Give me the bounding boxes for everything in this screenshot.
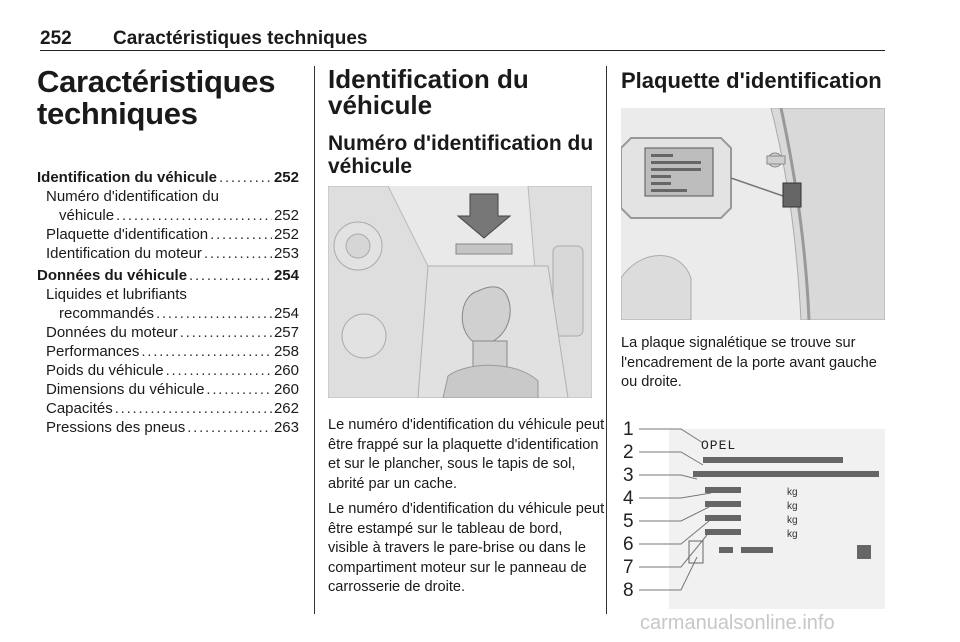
subsection-heading (328, 132, 606, 178)
vin-paragraph-1: Le numéro d'identification du véhicule peut être frappé sur la plaquette d'identification et sur le plancher, sous le tapis de sol, abrité par un cache. (328, 417, 605, 492)
unit-kg-1: kg (787, 486, 798, 498)
toc-entry-label: Plaquette d'identification (46, 226, 209, 243)
toc-entry-liquides-line1[interactable]: Liquides et lubrifiants (46, 286, 187, 303)
plate-brand-text: OPEL (701, 437, 737, 453)
callout-4: 4 (623, 487, 634, 509)
toc-entry-pressions[interactable] (37, 418, 299, 437)
gear-shifter-illustration (328, 186, 592, 398)
toc-entry-label: Capacités (46, 400, 113, 417)
column-divider (606, 66, 607, 614)
toc-entry-label: Performances (46, 343, 140, 360)
toc-entry-label: Pressions des pneus (46, 419, 186, 436)
toc-entry-page: 252 (273, 226, 299, 243)
callout-1: 1 (623, 418, 634, 440)
vin-paragraph-2: Le numéro d'identification du véhicule peut être estampé sur le tableau de bord, visible à travers le pare-brise ou dans le compartiment moteur sur le panneau de carrosserie de droite. (328, 501, 605, 595)
table-of-contents (37, 168, 299, 437)
toc-entry-page: 254 (273, 267, 299, 284)
section-heading (328, 66, 606, 118)
id-plate-drawing (621, 409, 885, 617)
toc-entry-page: 258 (273, 343, 299, 360)
toc-column (37, 66, 299, 437)
callout-7: 7 (623, 556, 634, 578)
chapter-title (37, 66, 299, 130)
column-divider (314, 66, 315, 614)
toc-entry-vin-line1[interactable]: Numéro d'identification du (46, 188, 219, 205)
callout-2: 2 (623, 441, 634, 463)
unit-kg-2: kg (787, 500, 798, 512)
toc-entry-page: 253 (273, 245, 299, 262)
toc-entry-page: 260 (273, 381, 299, 398)
callout-5: 5 (623, 510, 634, 532)
door-frame-drawing (621, 108, 885, 320)
toc-entry-label: recommandés (59, 305, 155, 322)
callout-8: 8 (623, 579, 634, 601)
toc-entry-donnees[interactable] (37, 266, 299, 285)
page-header (40, 28, 885, 51)
running-title: Caractéristiques techniques (113, 28, 368, 49)
toc-entry-liquides[interactable] (37, 304, 299, 323)
toc-entry-label: Données du moteur (46, 324, 178, 341)
toc-entry-capacites[interactable] (37, 399, 299, 418)
subsection-heading-line1: Numéro d'identification du (328, 132, 594, 155)
toc-entry-label: Identification du moteur (46, 245, 202, 262)
toc-entry-identification[interactable] (37, 168, 299, 187)
chapter-title-line2: techniques (37, 96, 198, 131)
toc-entry-poids[interactable] (37, 361, 299, 380)
plaquette-column (621, 66, 885, 617)
plaquette-heading: Plaquette d'identification (621, 68, 882, 93)
toc-entry-page: 257 (273, 324, 299, 341)
door-frame-illustration (621, 108, 885, 320)
toc-entry-page: 263 (273, 419, 299, 436)
page-number: 252 (40, 28, 72, 49)
toc-entry-page: 252 (273, 169, 299, 186)
toc-entry-vin[interactable] (37, 206, 299, 225)
toc-entry-plaquette[interactable] (37, 225, 299, 244)
toc-entry-label: Données du véhicule (37, 267, 188, 284)
toc-entry-label: Identification du véhicule (37, 169, 218, 186)
callout-numbers (623, 419, 634, 601)
toc-entry-moteur[interactable] (37, 244, 299, 263)
toc-entry-page: 260 (273, 362, 299, 379)
toc-entry-label: Dimensions du véhicule (46, 381, 205, 398)
plaquette-paragraph: La plaque signalétique se trouve sur l'encadrement de la porte avant gauche ou droite. (621, 335, 877, 390)
unit-kg-3: kg (787, 514, 798, 526)
toc-entry-label: véhicule (59, 207, 115, 224)
toc-entry-page: 252 (273, 207, 299, 224)
toc-entry-donnees-moteur[interactable] (37, 323, 299, 342)
toc-entry-performances[interactable] (37, 342, 299, 361)
toc-entry-label: Poids du véhicule (46, 362, 164, 379)
section-heading-line1: Identification du (328, 64, 529, 94)
unit-kg-4: kg (787, 528, 798, 540)
toc-entry-page: 254 (273, 305, 299, 322)
section-heading-line2: véhicule (328, 90, 433, 120)
callout-6: 6 (623, 533, 634, 555)
gear-shifter-drawing (328, 186, 592, 398)
callout-3: 3 (623, 464, 634, 486)
vin-column (328, 66, 606, 604)
toc-entry-page: 262 (273, 400, 299, 417)
toc-entry-dimensions[interactable] (37, 380, 299, 399)
subsection-heading-line2: véhicule (328, 155, 413, 178)
watermark: carmanualsonline.info (640, 612, 835, 634)
id-plate-diagram (621, 409, 885, 617)
chapter-title-line1: Caractéristiques (37, 64, 276, 99)
